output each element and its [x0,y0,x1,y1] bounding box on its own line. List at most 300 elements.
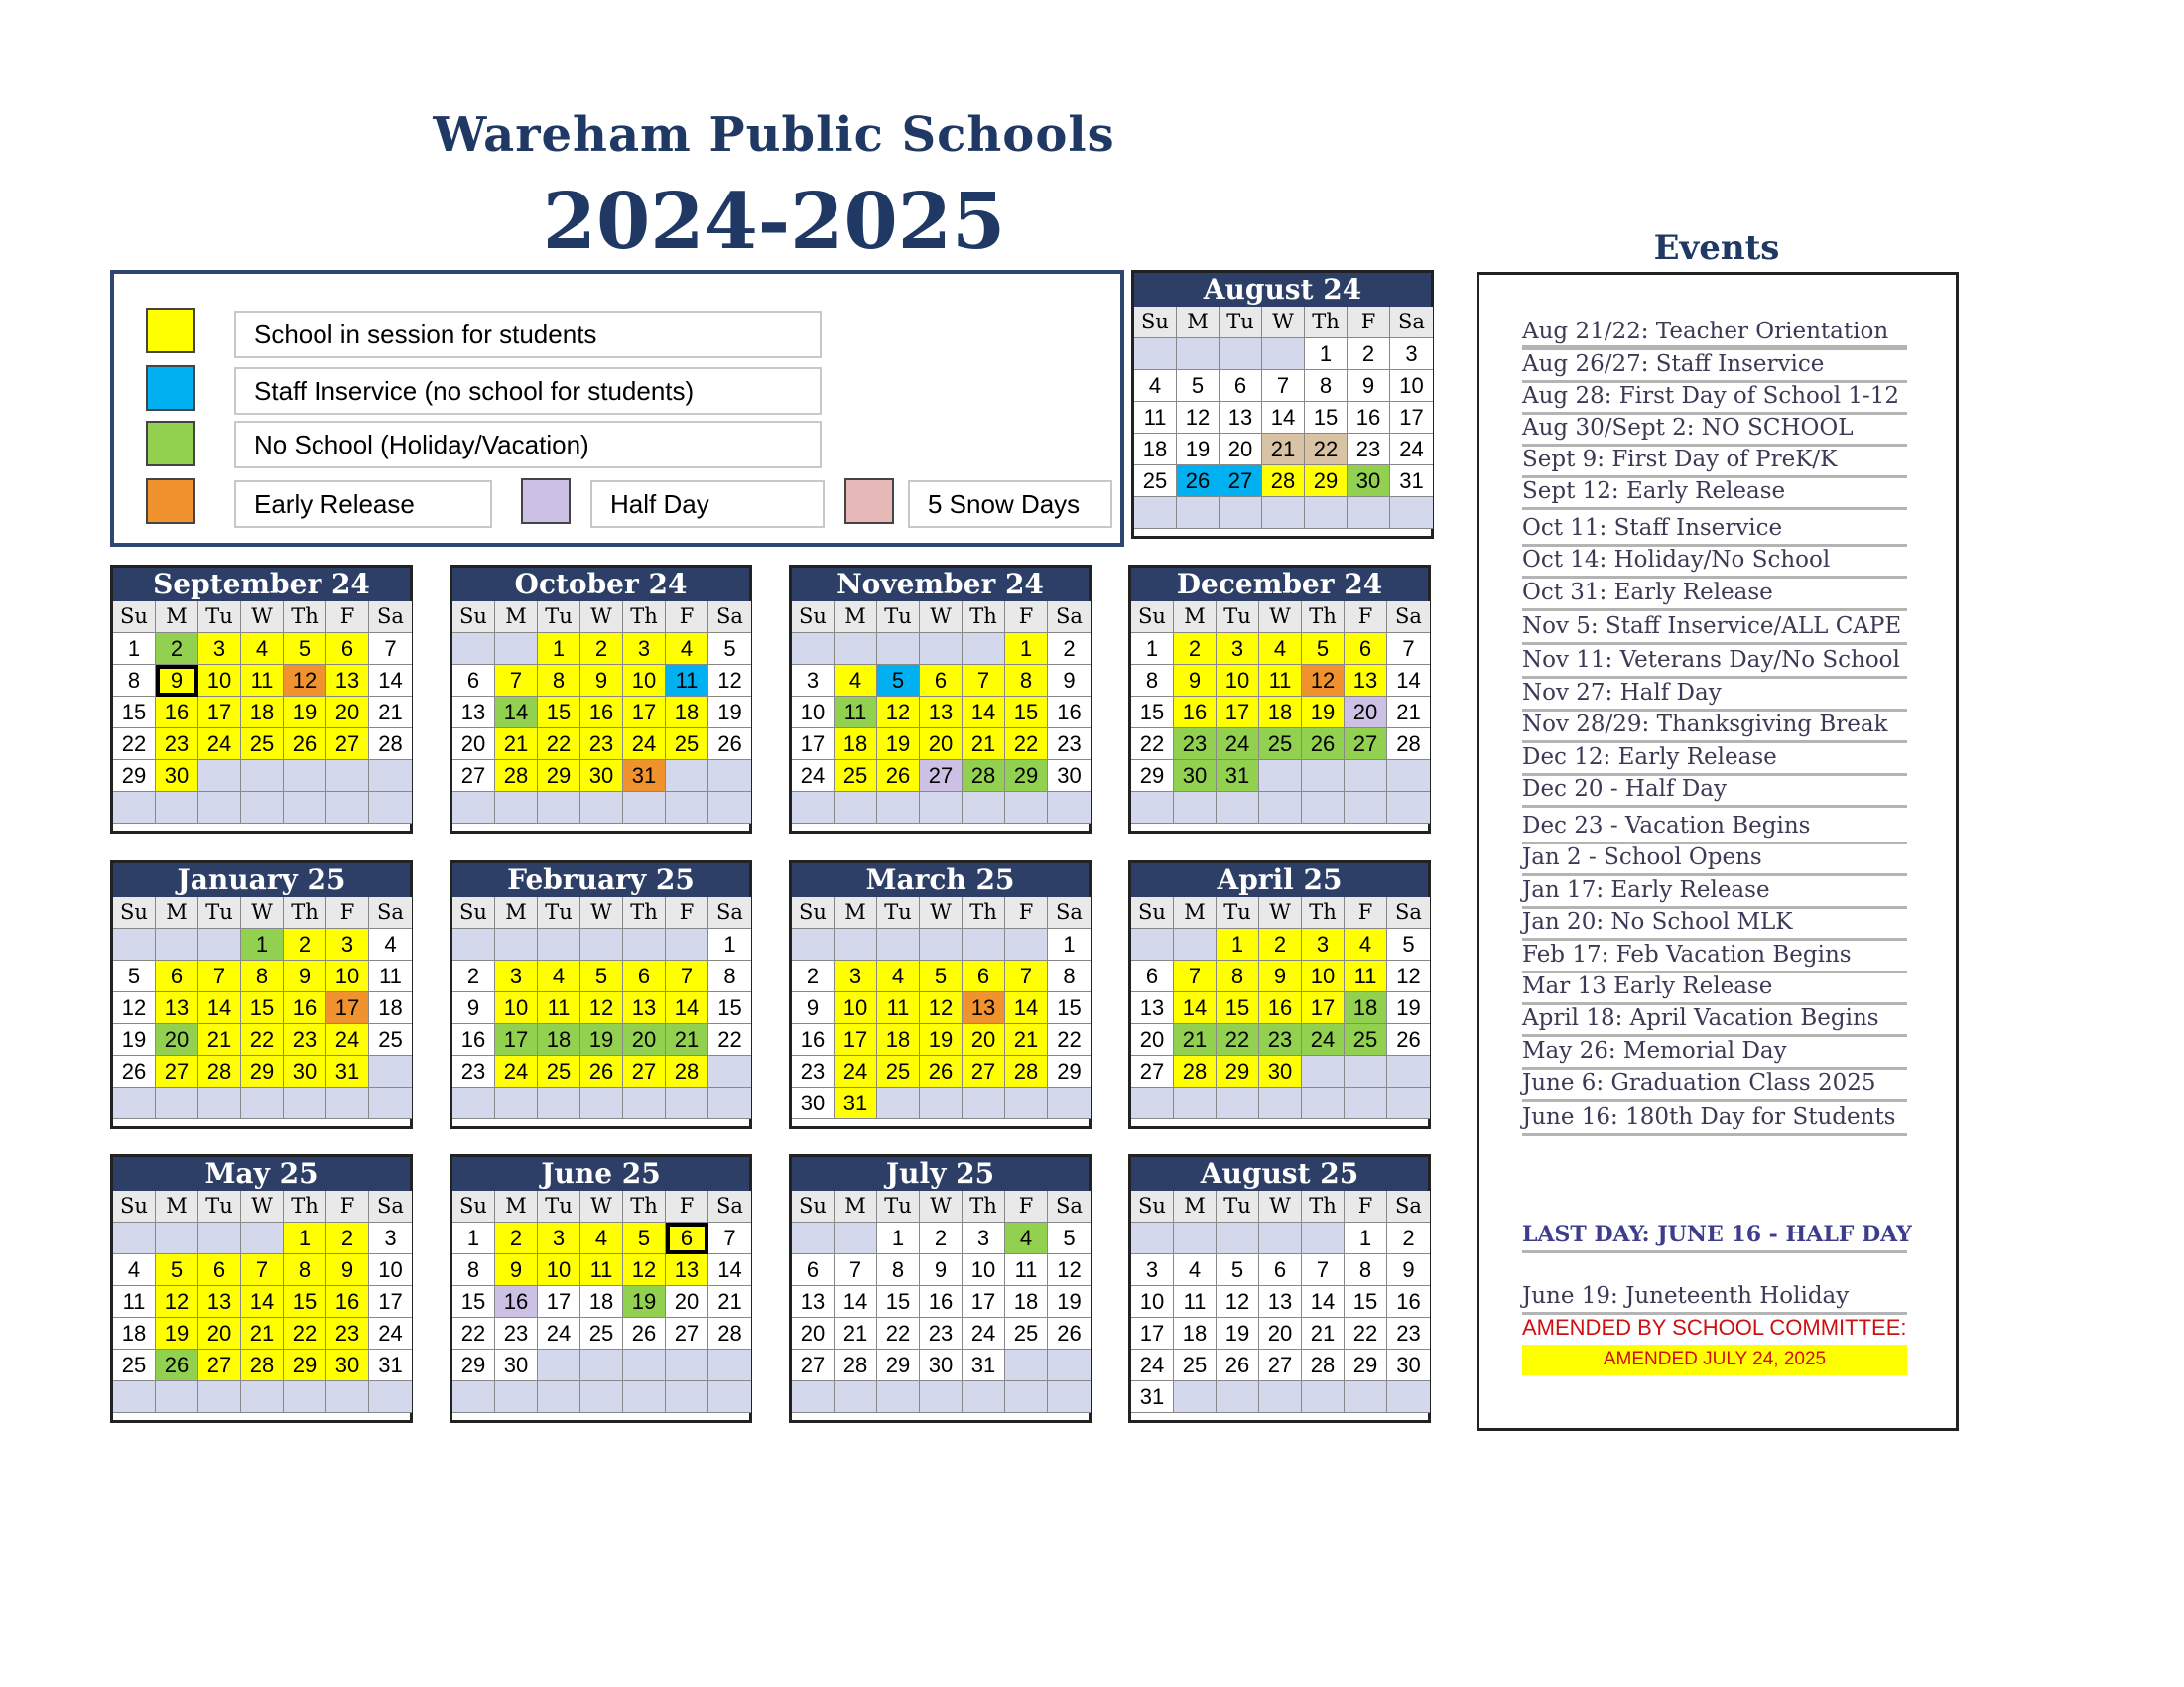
day-cell: 14 [1302,1286,1345,1318]
day-cell: 8 [1005,665,1048,697]
day-cell: 25 [241,728,284,760]
day-cell: 19 [1302,697,1345,728]
month-title: August 25 [1131,1157,1428,1191]
empty-cell [326,1088,369,1119]
day-cell: 22 [452,1318,495,1350]
day-cell: 12 [113,992,156,1024]
day-cell: 25 [538,1056,580,1088]
day-cell: 9 [156,665,198,697]
day-cell: 14 [1387,665,1430,697]
event-item: May 26: Memorial Day [1522,1036,1907,1070]
weekday-header: Tu [877,897,920,929]
weekday-header: Sa [1387,897,1430,929]
early-release-swatch [146,478,195,524]
empty-cell [1217,792,1259,824]
day-cell: 17 [495,1024,538,1056]
weekday-header: F [1345,1191,1387,1223]
day-cell: 14 [708,1254,751,1286]
day-cell: 27 [920,760,963,792]
day-cell: 13 [198,1286,241,1318]
empty-cell [792,633,835,665]
empty-cell [623,792,666,824]
day-cell: 16 [452,1024,495,1056]
empty-cell [113,1381,156,1413]
day-cell: 13 [1259,1286,1302,1318]
month-0 [1131,270,1434,539]
day-cell: 21 [1174,1024,1217,1056]
day-cell: 3 [1302,929,1345,961]
empty-cell [1302,1381,1345,1413]
event-item: Jan 20: No School MLK [1522,907,1907,941]
day-cell: 10 [369,1254,412,1286]
day-cell: 10 [495,992,538,1024]
day-cell: 24 [1131,1350,1174,1381]
weekday-header: Sa [1390,307,1433,338]
weekday-header: Sa [708,1191,751,1223]
day-cell: 18 [1134,434,1177,465]
empty-cell [1005,1088,1048,1119]
day-cell: 3 [623,633,666,665]
day-cell: 13 [1220,402,1262,434]
empty-cell [241,760,284,792]
empty-cell [1005,1381,1048,1413]
weekday-header: Sa [1387,1191,1430,1223]
day-cell: 10 [1217,665,1259,697]
day-cell: 21 [1302,1318,1345,1350]
empty-cell [1131,1088,1174,1119]
empty-cell [708,1088,751,1119]
day-cell: 22 [113,728,156,760]
empty-cell [241,1381,284,1413]
day-cell: 24 [963,1318,1005,1350]
day-cell: 22 [1005,728,1048,760]
weekday-header: F [1005,897,1048,929]
day-cell: 5 [623,1223,666,1254]
weekday-header: Tu [1220,307,1262,338]
day-cell: 26 [1217,1350,1259,1381]
day-cell: 22 [1048,1024,1091,1056]
month-grid [792,1191,1091,1413]
weekday-header: M [1174,897,1217,929]
day-cell: 24 [623,728,666,760]
day-cell: 15 [708,992,751,1024]
event-item: Dec 12: Early Release [1522,742,1907,776]
empty-cell [1262,497,1305,529]
month-10 [450,1154,752,1423]
empty-cell [452,633,495,665]
day-cell: 12 [1048,1254,1091,1286]
day-cell: 1 [1305,338,1348,370]
day-cell: 19 [156,1318,198,1350]
day-cell: 22 [1345,1318,1387,1350]
day-cell: 6 [1131,961,1174,992]
month-title: August 24 [1134,273,1431,307]
day-cell: 18 [538,1024,580,1056]
day-cell: 25 [580,1318,623,1350]
month-12 [1128,1154,1431,1423]
day-cell: 2 [1259,929,1302,961]
day-cell: 6 [792,1254,835,1286]
day-cell: 26 [113,1056,156,1088]
empty-cell [369,1056,412,1088]
event-item: Feb 17: Feb Vacation Begins [1522,940,1907,973]
day-cell: 19 [1217,1318,1259,1350]
weekday-header: F [326,897,369,929]
day-cell: 25 [1345,1024,1387,1056]
day-cell: 4 [1174,1254,1217,1286]
weekday-header: Tu [198,1191,241,1223]
weekday-header: Su [113,1191,156,1223]
weekday-header: Th [623,897,666,929]
empty-cell [198,760,241,792]
day-cell: 23 [920,1318,963,1350]
day-cell: 2 [920,1223,963,1254]
empty-cell [538,929,580,961]
noschool-label: No School (Holiday/Vacation) [234,421,822,468]
weekday-header: Su [1131,601,1174,633]
empty-cell [241,1223,284,1254]
day-cell: 3 [198,633,241,665]
weekday-header: W [241,897,284,929]
day-cell: 27 [156,1056,198,1088]
day-cell: 25 [1005,1318,1048,1350]
day-cell: 17 [198,697,241,728]
empty-cell [623,1381,666,1413]
empty-cell [1345,1088,1387,1119]
day-cell: 13 [156,992,198,1024]
empty-cell [113,1223,156,1254]
day-cell: 16 [156,697,198,728]
day-cell: 10 [835,992,877,1024]
weekday-header: Tu [538,601,580,633]
day-cell: 13 [623,992,666,1024]
event-item: Nov 28/29: Thanksgiving Break [1522,710,1907,743]
day-cell: 28 [369,728,412,760]
day-cell: 2 [1348,338,1390,370]
weekday-header: F [1005,1191,1048,1223]
day-cell: 10 [198,665,241,697]
day-cell: 19 [1387,992,1430,1024]
month-4 [1128,565,1431,834]
empty-cell [1048,1381,1091,1413]
day-cell: 8 [241,961,284,992]
day-cell: 5 [920,961,963,992]
month-grid [1131,1191,1430,1413]
day-cell: 14 [963,697,1005,728]
event-item: Oct 11: Staff Inservice [1522,513,1907,547]
day-cell: 25 [666,728,708,760]
month-grid [452,1191,751,1413]
day-cell: 9 [580,665,623,697]
empty-cell [1302,760,1345,792]
session-label: School in session for students [234,311,822,358]
empty-cell [666,792,708,824]
empty-cell [1220,497,1262,529]
month-grid [113,601,412,824]
day-cell: 29 [113,760,156,792]
day-cell: 23 [1259,1024,1302,1056]
day-cell: 17 [1131,1318,1174,1350]
day-cell: 15 [1131,697,1174,728]
day-cell: 8 [1217,961,1259,992]
day-cell: 11 [1345,961,1387,992]
day-cell: 8 [452,1254,495,1286]
day-cell: 21 [835,1318,877,1350]
day-cell: 31 [1390,465,1433,497]
day-cell: 4 [1345,929,1387,961]
empty-cell [1005,792,1048,824]
weekday-header: M [156,601,198,633]
day-cell: 22 [708,1024,751,1056]
day-cell: 15 [538,697,580,728]
day-cell: 19 [284,697,326,728]
day-cell: 29 [1217,1056,1259,1088]
day-cell: 25 [835,760,877,792]
weekday-header: M [495,601,538,633]
empty-cell [198,1381,241,1413]
empty-cell [1259,792,1302,824]
day-cell: 10 [326,961,369,992]
inservice-label: Staff Inservice (no school for students) [234,367,822,415]
day-cell: 28 [963,760,1005,792]
month-11 [789,1154,1092,1423]
empty-cell [792,1381,835,1413]
day-cell: 4 [877,961,920,992]
event-item: Jan 17: Early Release [1522,875,1907,909]
empty-cell [1305,497,1348,529]
weekday-header: Tu [1217,897,1259,929]
day-cell: 21 [241,1318,284,1350]
event-item: Nov 5: Staff Inservice/ALL CAPE [1522,611,1907,645]
empty-cell [1387,1381,1430,1413]
day-cell: 17 [369,1286,412,1318]
day-cell: 27 [963,1056,1005,1088]
day-cell: 27 [198,1350,241,1381]
month-5 [110,860,413,1129]
empty-cell [666,1350,708,1381]
day-cell: 9 [495,1254,538,1286]
day-cell: 10 [623,665,666,697]
weekday-header: Su [452,1191,495,1223]
empty-cell [580,1088,623,1119]
day-cell: 1 [113,633,156,665]
day-cell: 3 [369,1223,412,1254]
empty-cell [284,1381,326,1413]
empty-cell [495,1381,538,1413]
weekday-header: Sa [1048,1191,1091,1223]
event-item: Sept 12: Early Release [1522,476,1907,510]
weekday-header: W [1259,1191,1302,1223]
day-cell: 14 [1262,402,1305,434]
day-cell: 12 [1217,1286,1259,1318]
empty-cell [1262,338,1305,370]
day-cell: 30 [1387,1350,1430,1381]
day-cell: 19 [708,697,751,728]
day-cell: 21 [963,728,1005,760]
day-cell: 6 [1220,370,1262,402]
day-cell: 17 [538,1286,580,1318]
empty-cell [1134,497,1177,529]
day-cell: 10 [1390,370,1433,402]
day-cell: 14 [241,1286,284,1318]
day-cell: 27 [666,1318,708,1350]
empty-cell [920,1088,963,1119]
event-item: Dec 20 - Half Day [1522,774,1907,808]
event-item: June 19: Juneteenth Holiday [1522,1281,1907,1315]
day-cell: 7 [963,665,1005,697]
weekday-header: Su [792,601,835,633]
day-cell: 31 [623,760,666,792]
day-cell: 7 [666,961,708,992]
day-cell: 11 [113,1286,156,1318]
weekday-header: M [1177,307,1220,338]
day-cell: 24 [1390,434,1433,465]
day-cell: 17 [1217,697,1259,728]
day-cell: 30 [326,1350,369,1381]
day-cell: 9 [920,1254,963,1286]
events-panel [1477,272,1959,1431]
day-cell: 27 [1220,465,1262,497]
noschool-swatch [146,421,195,466]
day-cell: 16 [495,1286,538,1318]
day-cell: 20 [1220,434,1262,465]
day-cell: 8 [1048,961,1091,992]
day-cell: 14 [835,1286,877,1318]
weekday-header: F [1348,307,1390,338]
day-cell: 28 [835,1350,877,1381]
event-item: Dec 23 - Vacation Begins [1522,811,1907,844]
empty-cell [1131,1223,1174,1254]
day-cell: 12 [580,992,623,1024]
day-cell: 10 [963,1254,1005,1286]
day-cell: 17 [623,697,666,728]
day-cell: 1 [1345,1223,1387,1254]
empty-cell [1174,929,1217,961]
day-cell: 4 [113,1254,156,1286]
day-cell: 2 [792,961,835,992]
day-cell: 9 [792,992,835,1024]
day-cell: 23 [156,728,198,760]
weekday-header: W [920,1191,963,1223]
day-cell: 15 [1048,992,1091,1024]
empty-cell [1174,1381,1217,1413]
empty-cell [156,1223,198,1254]
day-cell: 13 [920,697,963,728]
day-cell: 20 [156,1024,198,1056]
empty-cell [1259,1223,1302,1254]
empty-cell [1005,1350,1048,1381]
day-cell: 12 [1387,961,1430,992]
day-cell: 28 [1387,728,1430,760]
empty-cell [495,929,538,961]
empty-cell [538,1088,580,1119]
day-cell: 7 [198,961,241,992]
day-cell: 17 [835,1024,877,1056]
day-cell: 31 [369,1350,412,1381]
weekday-header: Sa [708,601,751,633]
day-cell: 8 [284,1254,326,1286]
weekday-header: W [920,897,963,929]
day-cell: 25 [877,1056,920,1088]
event-item: June 6: Graduation Class 2025 [1522,1068,1907,1102]
day-cell: 16 [1348,402,1390,434]
weekday-header: Su [1134,307,1177,338]
weekday-header: Tu [538,1191,580,1223]
month-grid [452,897,751,1119]
day-cell: 6 [920,665,963,697]
day-cell: 12 [920,992,963,1024]
day-cell: 27 [1259,1350,1302,1381]
day-cell: 17 [792,728,835,760]
day-cell: 23 [1348,434,1390,465]
day-cell: 12 [877,697,920,728]
day-cell: 2 [1048,633,1091,665]
day-cell: 8 [1305,370,1348,402]
day-cell: 26 [877,760,920,792]
day-cell: 22 [1131,728,1174,760]
session-swatch [146,308,195,353]
day-cell: 26 [156,1350,198,1381]
day-cell: 19 [920,1024,963,1056]
day-cell: 13 [792,1286,835,1318]
empty-cell [1048,792,1091,824]
weekday-header: Su [452,897,495,929]
empty-cell [1345,792,1387,824]
day-cell: 31 [326,1056,369,1088]
weekday-header: Th [963,1191,1005,1223]
day-cell: 5 [877,665,920,697]
day-cell: 2 [452,961,495,992]
day-cell: 20 [792,1318,835,1350]
amended-date: AMENDED JULY 24, 2025 [1522,1345,1907,1375]
month-grid [1131,601,1430,824]
empty-cell [198,792,241,824]
day-cell: 4 [538,961,580,992]
day-cell: 6 [326,633,369,665]
weekday-header: W [241,1191,284,1223]
day-cell: 20 [326,697,369,728]
month-title: November 24 [792,568,1089,601]
weekday-header: W [580,601,623,633]
day-cell: 17 [963,1286,1005,1318]
day-cell: 3 [792,665,835,697]
day-cell: 3 [1390,338,1433,370]
empty-cell [538,792,580,824]
day-cell: 4 [835,665,877,697]
day-cell: 5 [1048,1223,1091,1254]
day-cell: 26 [1177,465,1220,497]
weekday-header: M [1174,601,1217,633]
early-release-label: Early Release [234,480,492,528]
empty-cell [835,633,877,665]
day-cell: 27 [452,760,495,792]
empty-cell [623,1350,666,1381]
empty-cell [1259,1088,1302,1119]
day-cell: 19 [113,1024,156,1056]
day-cell: 5 [708,633,751,665]
day-cell: 22 [1305,434,1348,465]
day-cell: 3 [538,1223,580,1254]
day-cell: 15 [452,1286,495,1318]
day-cell: 17 [326,992,369,1024]
day-cell: 7 [495,665,538,697]
day-cell: 29 [284,1350,326,1381]
weekday-header: M [495,1191,538,1223]
empty-cell [495,1088,538,1119]
empty-cell [1174,1223,1217,1254]
day-cell: 15 [1345,1286,1387,1318]
day-cell: 18 [241,697,284,728]
